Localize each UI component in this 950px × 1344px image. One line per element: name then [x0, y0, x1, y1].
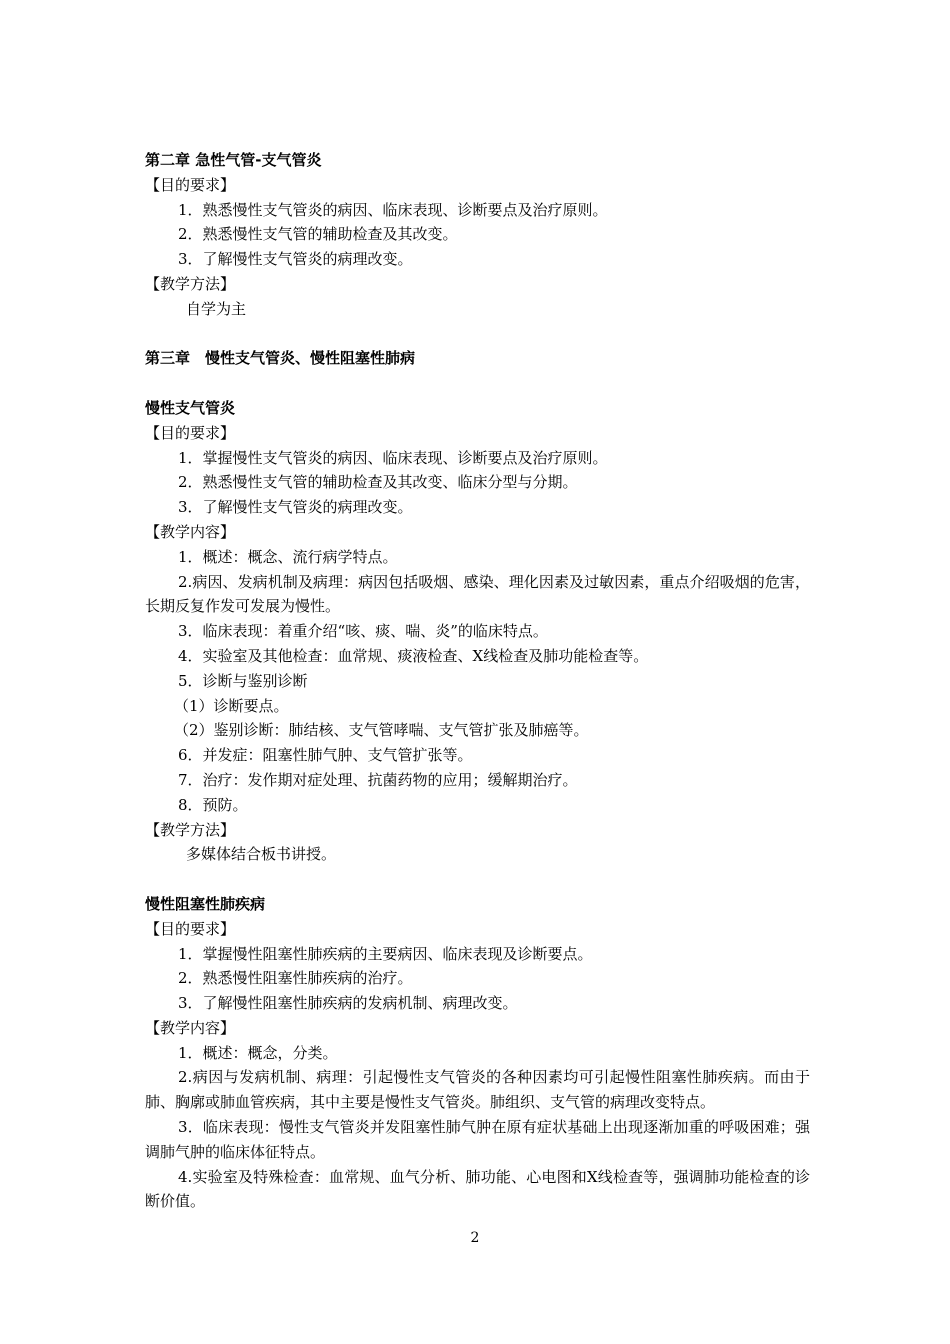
objectives-label: 【目的要求】	[145, 423, 236, 442]
objectives-label: 【目的要求】	[145, 175, 236, 194]
teaching-method-text: 自学为主	[186, 299, 247, 318]
content-item: 7．治疗：发作期对症处理、抗菌药物的应用；缓解期治疗。	[178, 770, 578, 789]
objective-item: 1．掌握慢性阻塞性肺疾病的主要病因、临床表现及诊断要点。	[178, 944, 593, 963]
teaching-method-label: 【教学方法】	[145, 274, 236, 293]
objective-item: 2．熟悉慢性阻塞性肺疾病的治疗。	[178, 969, 413, 988]
objective-item: 3．了解慢性支气管炎的病理改变。	[178, 498, 413, 517]
content-item: 8．预防。	[178, 795, 248, 814]
content-subitem: （2）鉴别诊断：肺结核、支气管哮喘、支气管扩张及肺癌等。	[174, 721, 589, 740]
chapter-3-title: 第三章 慢性支气管炎、慢性阻塞性肺病	[145, 349, 416, 368]
section-title-copd: 慢性阻塞性肺疾病	[145, 894, 266, 913]
objective-item: 3．了解慢性支气管炎的病理改变。	[178, 250, 413, 269]
chapter-2-title: 第二章 急性气管-支气管炎	[145, 151, 322, 169]
content-item: 2.病因、发病机制及病理：病因包括吸烟、感染、理化因素及过敏因素，重点介绍吸烟的危害，长期反复作发可发展为慢性。	[145, 572, 810, 616]
content-item: 4．实验室及其他检查：血常规、痰液检查、X线检查及肺功能检查等。	[178, 646, 649, 665]
content-item: 3．临床表现：慢性支气管炎并发阻塞性肺气肿在原有症状基础上出现逐渐加重的呼吸困难；强调肺气肿的临床体征特点。	[145, 1118, 810, 1161]
page-number: 2	[470, 1230, 480, 1246]
objective-item: 1．熟悉慢性支气管炎的病因、临床表现、诊断要点及治疗原则。	[178, 200, 608, 219]
content-item: 1．概述：概念，分类。	[178, 1043, 338, 1062]
section-title-chronic-bronchitis: 慢性支气管炎	[145, 398, 236, 417]
objective-item: 2．熟悉慢性支气管的辅助检查及其改变、临床分型与分期。	[178, 473, 578, 492]
content-item: 6．并发症：阻塞性肺气肿、支气管扩张等。	[178, 746, 473, 765]
content-item: 5．诊断与鉴别诊断	[178, 671, 308, 690]
content-subitem: （1）诊断要点。	[174, 696, 289, 715]
teaching-content-label: 【教学内容】	[145, 1018, 236, 1037]
document-body	[145, 148, 810, 1214]
teaching-method-label: 【教学方法】	[145, 820, 236, 839]
objectives-label: 【目的要求】	[145, 919, 236, 938]
objective-item: 3．了解慢性阻塞性肺疾病的发病机制、病理改变。	[178, 994, 518, 1013]
content-item: 1．概述：概念、流行病学特点。	[178, 547, 398, 566]
objective-item: 1．掌握慢性支气管炎的病因、临床表现、诊断要点及治疗原则。	[178, 448, 608, 467]
objective-item: 2．熟悉慢性支气管的辅助检查及其改变。	[178, 225, 458, 244]
content-item: 4.实验室及特殊检查：血常规、血气分析、肺功能、心电图和X线检查等，强调肺功能检查的诊断价值。	[145, 1167, 810, 1211]
content-item: 2.病因与发病机制、病理：引起慢性支气管炎的各种因素均可引起慢性阻塞性肺疾病。而由于肺、胸廓或肺血管疾病，其中主要是慢性支气管炎。肺组织、支气管的病理改变特点。	[145, 1068, 810, 1112]
teaching-content-label: 【教学内容】	[145, 522, 236, 541]
content-item: 3．临床表现：着重介绍“咳、痰、喘、炎”的临床特点。	[178, 622, 548, 641]
teaching-method-text: 多媒体结合板书讲授。	[186, 845, 337, 864]
